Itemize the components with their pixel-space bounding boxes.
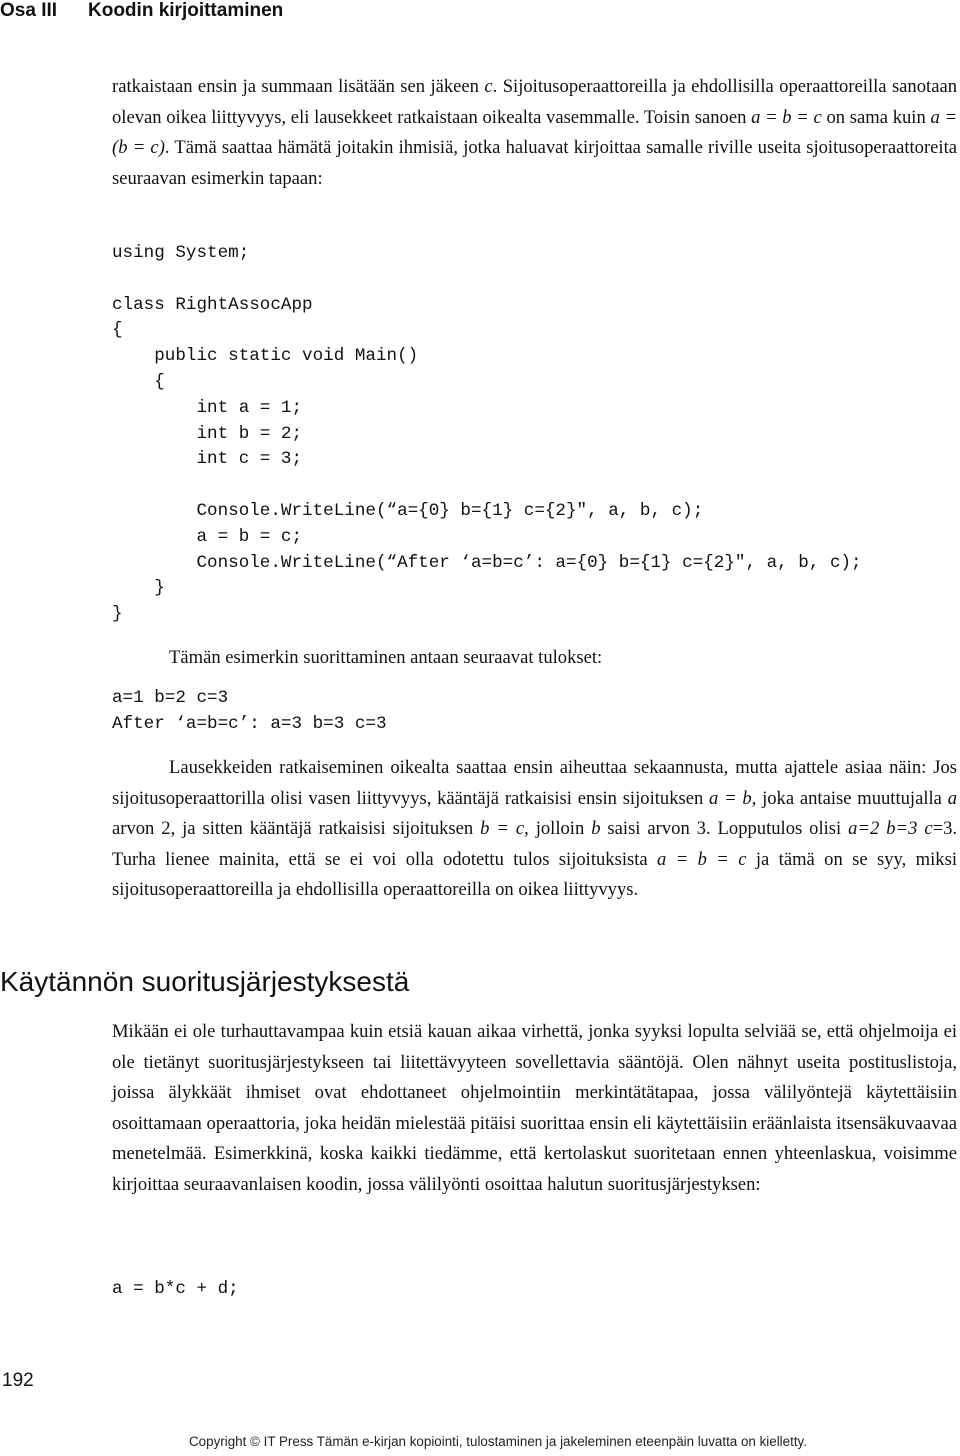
paragraph-results-intro: Tämän esimerkin suorittaminen antaan seuraavat tulokset: — [169, 647, 603, 668]
header-part: Osa III — [0, 0, 58, 21]
text-run: , jolloin — [524, 818, 592, 839]
text-run: ja tämä on se syy, miksi sijoitusoperaattoreilla ja ehdollisilla operaattoreilla on oikea liittyvyys. — [112, 848, 957, 900]
text-run: , joka antaise muuttujalla — [751, 787, 948, 809]
expr: b — [886, 818, 896, 839]
code-output: a=1 b=2 c=3 After ‘a=b=c’: a=3 b=3 c=3 — [112, 688, 387, 734]
section-heading: Käytännön suoritusjärjestyksestä — [0, 966, 410, 997]
paragraph-precedence: Mikään ei ole turhauttavampaa kuin etsiä kauan aikaa virhettä, jonka syyksi lopulta selviää se, että ohjelmoija ei ole tietänyt suoritusjärjestykseen tai liitettävyyteen sovellettavia sääntöjä. Olen nähnyt useita postituslistoja, joissa älykkäät ihmiset ovat ehdottaneet ohjelmointiin merkintätätapaa, jossa välilyöntejä käytettäisiin osoittamaan operaattoria, joka heidän mielestää pitäisi suorittaa ensin eli käytettäisiin eräänlaista itsensäkuvaavaa menetelmää. Esimerkkinä, koska kaikki tiedämme, että kertolaskut suoritetaan ennen yhteenlaskua, voisimme kirjoittaa seuraavanlaisen koodin, jossa välilyönti osoittaa halutun suoritusjärjestyksen: — [112, 1021, 957, 1195]
text-run: ratkaistaan ensin ja summaan lisätään sen jäkeen — [112, 76, 485, 97]
text-run: saisi arvon 3. Lopputulos olisi — [600, 818, 849, 839]
paragraph-associativity — [112, 72, 957, 194]
expr: =2 — [857, 818, 887, 839]
code-listing-rightassoc: using System; class RightAssocApp { public static void Main() { int a = 1; int b = 2; int c = 3; Console.WriteLine(“a={0} b={1} c={2}", a, b, c); a = b = c; Console.WriteLine(“After ‘a=b=c’: a={0} b={1} c={2}", a, b, c); } } — [112, 243, 862, 625]
text-run: . Tämä saattaa hämätä joitakin ihmisiä, jotka haluavat kirjoittaa samalle riville useita sjoitusoperaattoreita seuraavan esimerkin tapaan: — [112, 137, 958, 189]
expr: a = b = c — [657, 848, 747, 870]
expr-abc: a = b = c — [751, 106, 822, 128]
expr: a — [848, 818, 858, 839]
expr: a — [947, 787, 957, 809]
text-run: . Sijoitusoperaattoreilla ja ehdollisilla operaattoreilla sanotaan olevan oikea liittyvyys, eli lausekkeet ratkaistaan oikealta vasemmalle. Toisin sanoen — [112, 76, 957, 128]
text-run: arvon 2, ja sitten kääntäjä ratkaisisi sijoituksen — [112, 818, 481, 839]
text-run: =3. Turha lienee mainita, että se ei voi olla odotettu tulos sijoituksista — [112, 818, 958, 870]
code-example-precedence: a = b*c + d; — [112, 1279, 239, 1299]
var-c: c — [484, 76, 493, 97]
paragraph-explanation — [112, 753, 957, 906]
expr: c — [924, 818, 933, 839]
text-run: on sama kuin — [821, 106, 931, 128]
expr: =3 — [895, 818, 925, 839]
expr: b = c — [480, 818, 525, 839]
header-chapter: Koodin kirjoittaminen — [88, 0, 284, 21]
expr: b — [591, 818, 601, 839]
page-number: 192 — [2, 1370, 34, 1391]
expr-abc-grouped: a = (b = c) — [112, 106, 957, 158]
text-run: Lausekkeiden ratkaiseminen oikealta saattaa ensin aiheuttaa sekaannusta, mutta ajattele asiaa näin: Jos sijoitusoperaattorilla olisi vasen liittyvyys, kääntäjä ratkaisisi ensin sijoituksen — [112, 757, 957, 809]
copyright-footer: Copyright © IT Press Tämän e-kirjan kopiointi, tulostaminen ja jakeleminen eteenpäin luvatta on kielletty. — [189, 1434, 807, 1449]
expr: a = b — [709, 787, 752, 809]
